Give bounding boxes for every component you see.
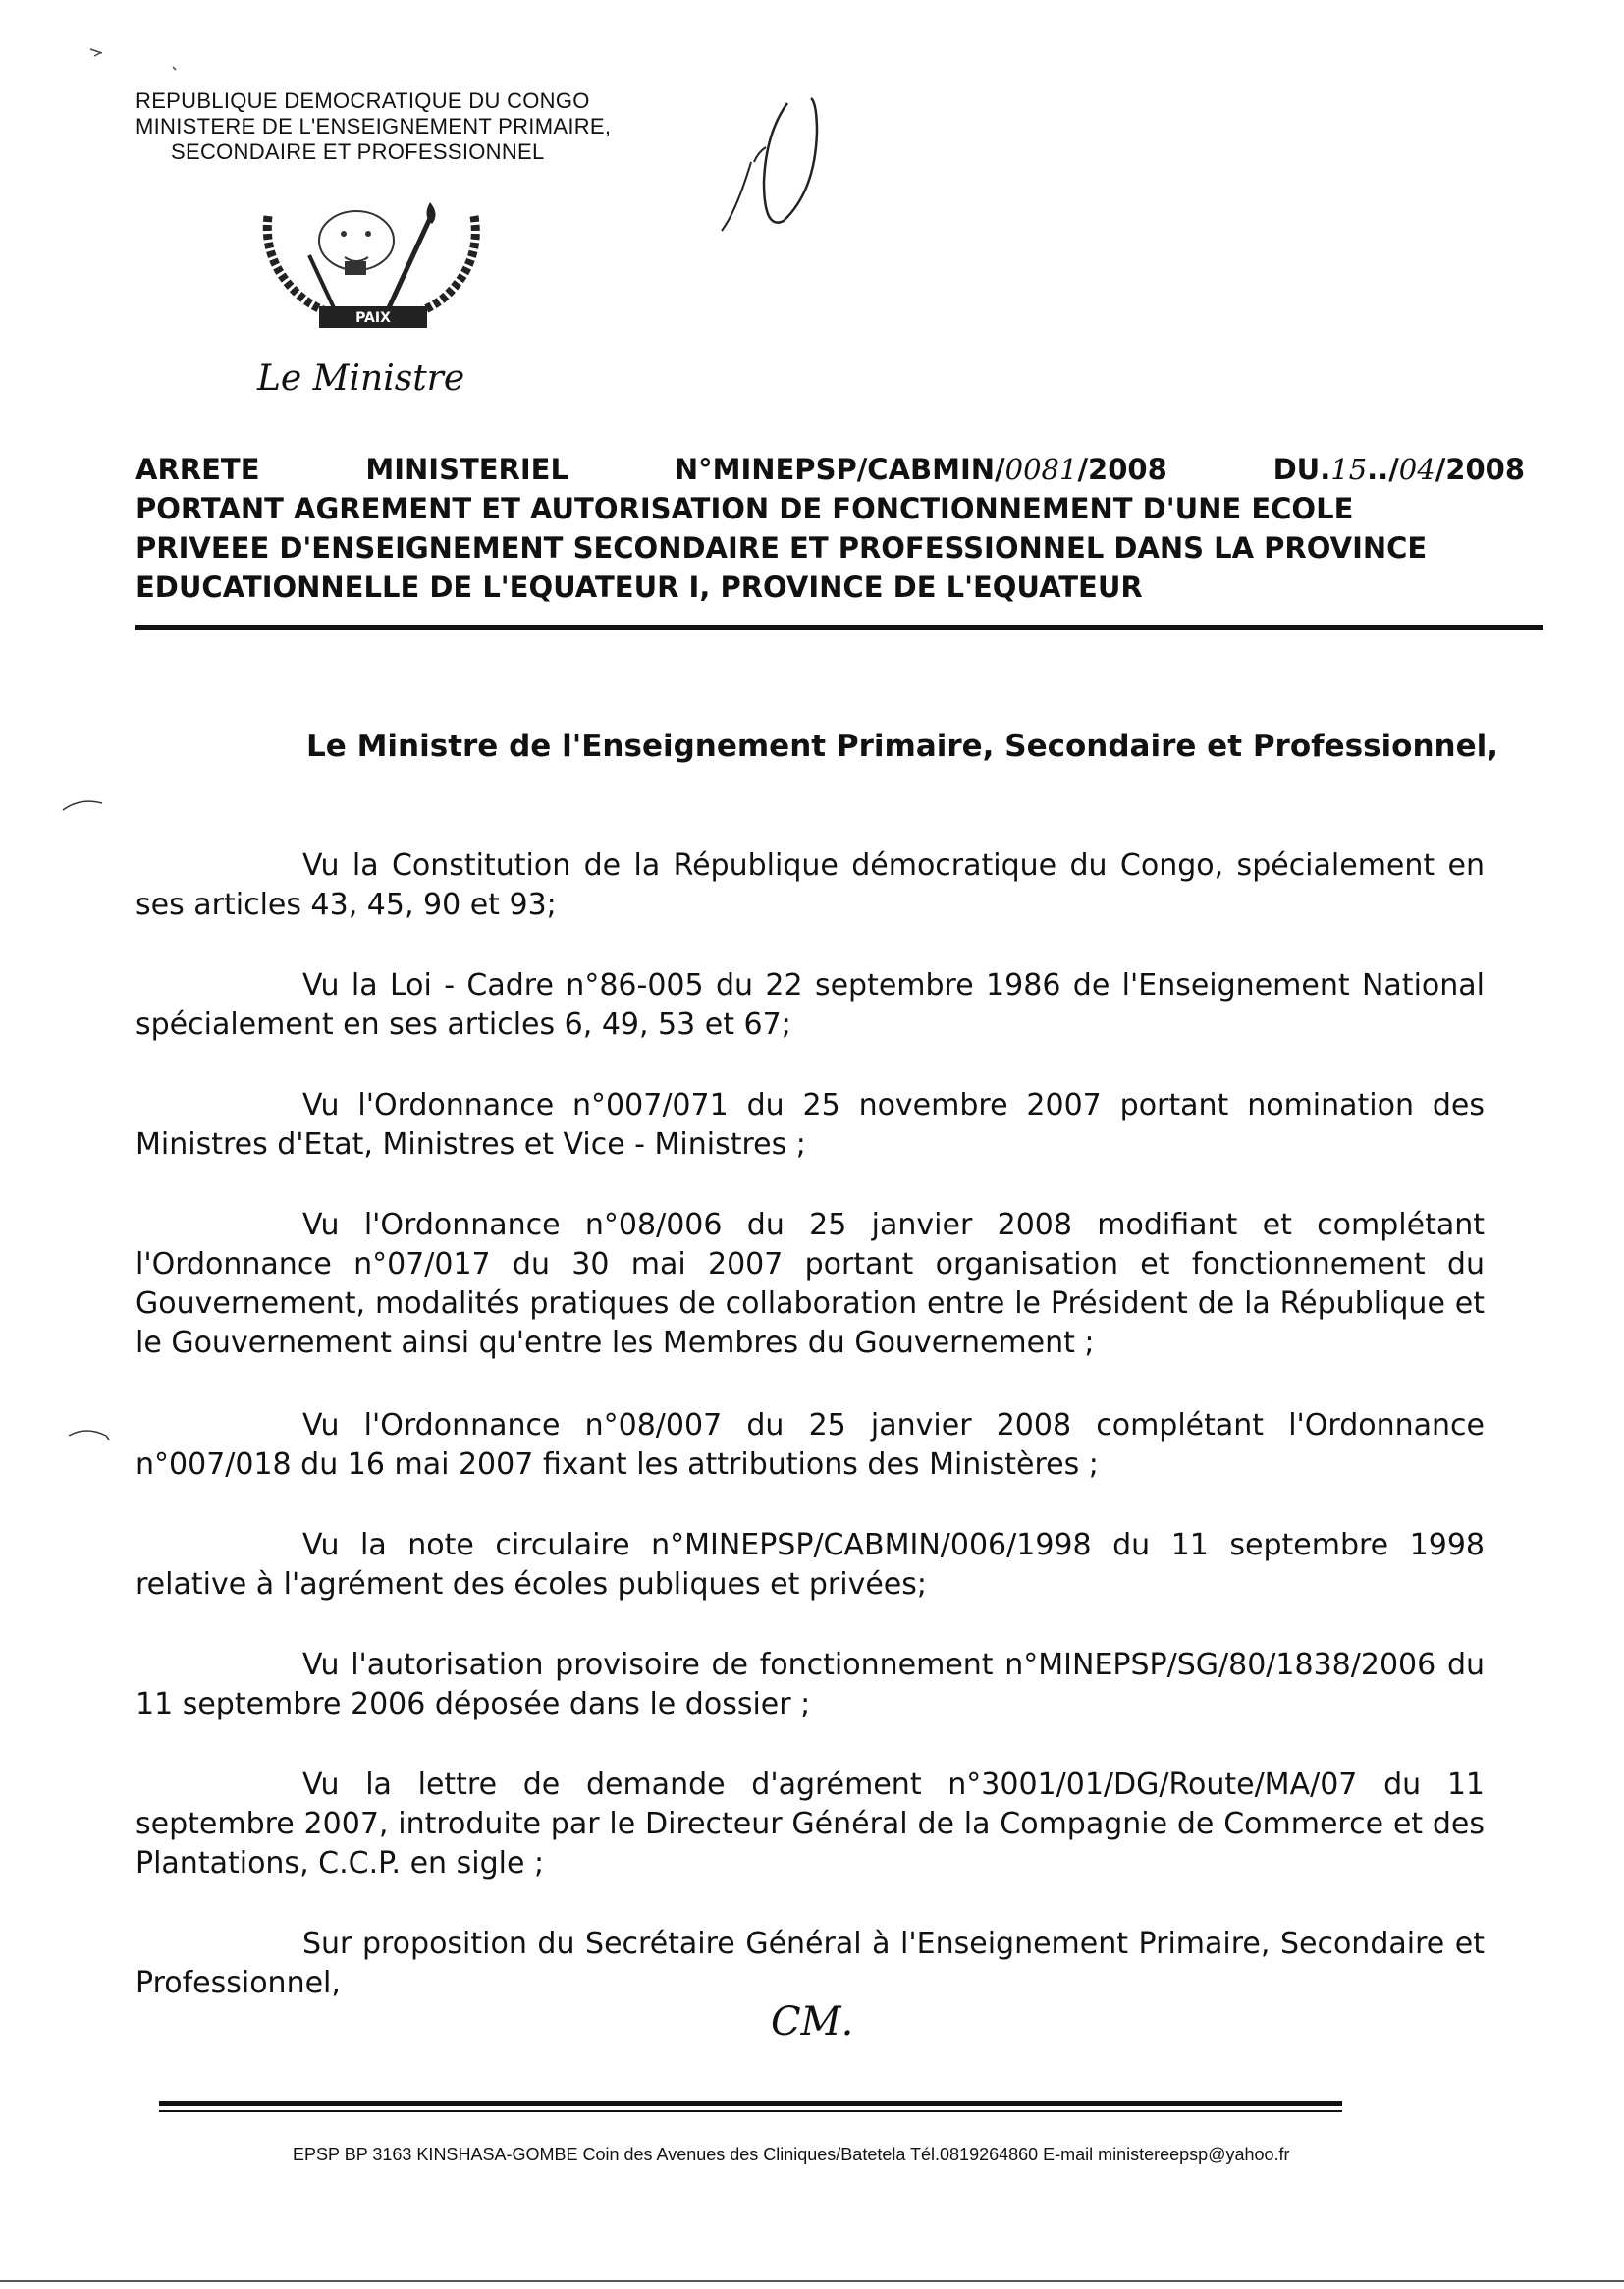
decree-title-line2: PORTANT AGREMENT ET AUTORISATION DE FONCTIONNEMENT D'UNE ECOLE [135, 492, 1354, 525]
paragraph-2: Vu la Loi - Cadre n°86-005 du 22 septembre 1986 de l'Enseignement National spécialement en ses articles 6, 49, 53 et 67; [135, 968, 1485, 1042]
handwritten-number: 0081 [1004, 453, 1078, 486]
emblem-motto: PAIX [355, 310, 391, 326]
scan-bottom-line [0, 2280, 1624, 2282]
paragraph-8: Vu la lettre de demande d'agrément n°3001/01/DG/Route/MA/07 du 11 septembre 2007, introduite par le Directeur Général de la Compagnie de Commerce et des Plantations, C.C.P. en sigle ; [135, 1768, 1485, 1880]
footer-address: EPSP BP 3163 KINSHASA-GOMBE Coin des Avenues des Cliniques/Batetela Tél.0819264860 E-mail ministereepsp@yahoo.fr [293, 2145, 1290, 2164]
paragraph-5: Vu l'Ordonnance n°08/007 du 25 janvier 2008 complétant l'Ordonnance n°007/018 du 16 mai 2007 fixant les attributions des Ministères ; [135, 1408, 1485, 1482]
handwritten-initials: CM. [771, 1999, 854, 2044]
decree-date: DU.15../04/2008 [1272, 453, 1525, 486]
coat-of-arms-emblem [250, 196, 491, 334]
footer-rule-thin [159, 2110, 1342, 2112]
title-word-arrete: ARRETE [135, 453, 260, 486]
handwritten-month: 04 [1398, 453, 1435, 486]
title-underline [135, 625, 1543, 630]
decree-title [135, 450, 1525, 607]
decree-title-line3: PRIVEEE D'ENSEIGNEMENT SECONDAIRE ET PROFESSIONNEL DANS LA PROVINCE [135, 531, 1428, 565]
preamble: Le Ministre de l'Enseignement Primaire, Secondaire et Professionnel, [306, 729, 1499, 764]
paragraph-7: Vu l'autorisation provisoire de fonctionnement n°MINEPSP/SG/80/1838/2006 du 11 septembre 2006 déposée dans le dossier ; [135, 1648, 1485, 1721]
minister-title: Le Ministre [257, 358, 465, 399]
country-name: REPUBLIQUE DEMOCRATIQUE DU CONGO [135, 88, 590, 113]
paragraph-6: Vu la note circulaire n°MINEPSP/CABMIN/006/1998 du 11 septembre 1998 relative à l'agrément des écoles publiques et privées; [135, 1528, 1485, 1602]
footer-rule-thick [159, 2101, 1342, 2106]
title-word-ministeriel: MINISTERIEL [365, 453, 568, 486]
ministry-name-line1: MINISTERE DE L'ENSEIGNEMENT PRIMAIRE, [135, 114, 612, 138]
handwritten-annotation [707, 93, 835, 241]
paragraph-3: Vu l'Ordonnance n°007/071 du 25 novembre 2007 portant nomination des Ministres d'Etat, Ministres et Vice - Ministres ; [135, 1088, 1485, 1162]
paragraph-9: Sur proposition du Secrétaire Général à l'Enseignement Primaire, Secondaire et Professionnel, [135, 1927, 1485, 2000]
decree-title-line1 [135, 450, 1525, 489]
handwritten-day: 15 [1330, 453, 1368, 486]
ministry-name-line2: SECONDAIRE ET PROFESSIONNEL [171, 139, 545, 164]
decree-title-line4: EDUCATIONNELLE DE L'EQUATEUR I, PROVINCE DE L'EQUATEUR [135, 571, 1143, 604]
paragraph-4: Vu l'Ordonnance n°08/006 du 25 janvier 2008 modifiant et complétant l'Ordonnance n°07/017 du 30 mai 2007 portant organisation et fonctionnement du Gouvernement, modalités pratiques de collaboration entre le Président de la République et le Gouvernement ainsi qu'entre les Membres du Gouvernement ; [135, 1208, 1485, 1360]
decree-number: N°MINEPSP/CABMIN/0081/2008 [674, 453, 1167, 486]
paragraph-1: Vu la Constitution de la République démocratique du Congo, spécialement en ses articles 43, 45, 90 et 93; [135, 848, 1485, 922]
